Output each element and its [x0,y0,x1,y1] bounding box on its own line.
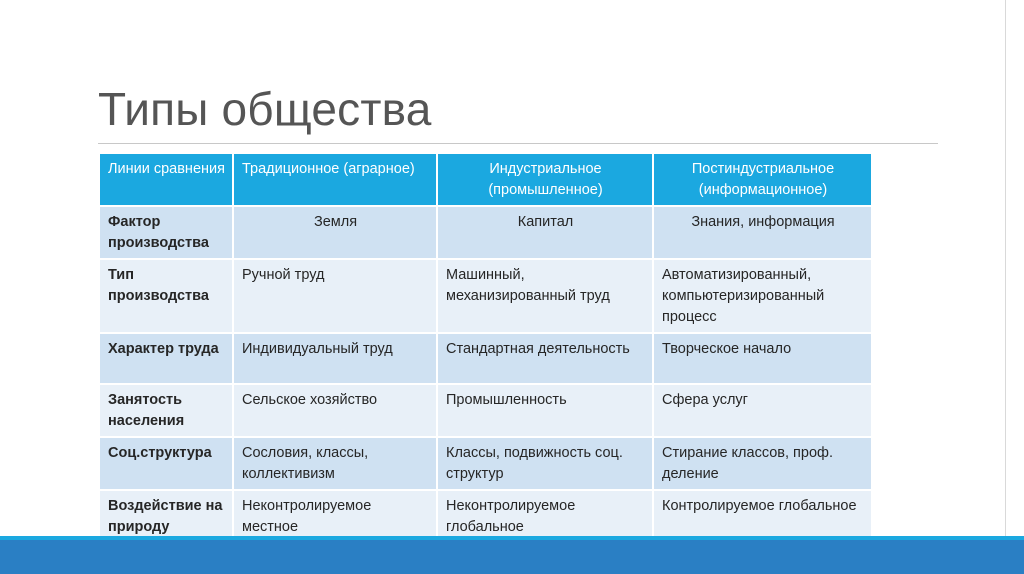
table-cell: Стандартная деятельность [437,333,653,384]
slide-title: Типы общества [98,83,432,135]
row-label: Занятость населения [99,384,233,437]
table-cell: Классы, подвижность соц. структур [437,437,653,490]
header-cell-comparison: Линии сравнения [99,153,233,206]
table-cell: Земля [233,206,437,259]
table-cell: Ручной труд [233,259,437,333]
table-row [99,206,872,259]
header-cell-traditional: Традиционное (аграрное) [233,153,437,206]
table-cell: Сфера услуг [653,384,872,437]
row-label: Соц.структура [99,437,233,490]
row-label: Воздействие на природу [99,490,233,543]
comparison-table [98,152,873,544]
table-cell: Промышленность [437,384,653,437]
table-cell: Машинный, механизированный труд [437,259,653,333]
table-cell: Знания, информация [653,206,872,259]
row-label: Тип производства [99,259,233,333]
table-row [99,437,872,490]
table-cell: Автоматизированный, компьютеризированный процесс [653,259,872,333]
table-cell: Неконтролируемое глобальное [437,490,653,543]
header-cell-postindustrial: Постиндустриальное (информационное) [653,153,872,206]
table-header-row [99,153,872,206]
footer-band [0,540,1024,574]
table-row [99,384,872,437]
table-cell: Контролируемое глобальное [653,490,872,543]
table-row [99,259,872,333]
table-row [99,333,872,384]
table-cell: Капитал [437,206,653,259]
row-label: Фактор производства [99,206,233,259]
slide-edge-line [1005,0,1006,536]
table-cell: Творческое начало [653,333,872,384]
title-divider [98,143,938,144]
table-cell: Индивидуальный труд [233,333,437,384]
table-cell: Стирание классов, проф. деление [653,437,872,490]
table-cell: Сословия, классы, коллективизм [233,437,437,490]
table-cell: Сельское хозяйство [233,384,437,437]
header-cell-industrial: Индустриальное (промышленное) [437,153,653,206]
row-label: Характер труда [99,333,233,384]
table-cell: Неконтролируемое местное [233,490,437,543]
